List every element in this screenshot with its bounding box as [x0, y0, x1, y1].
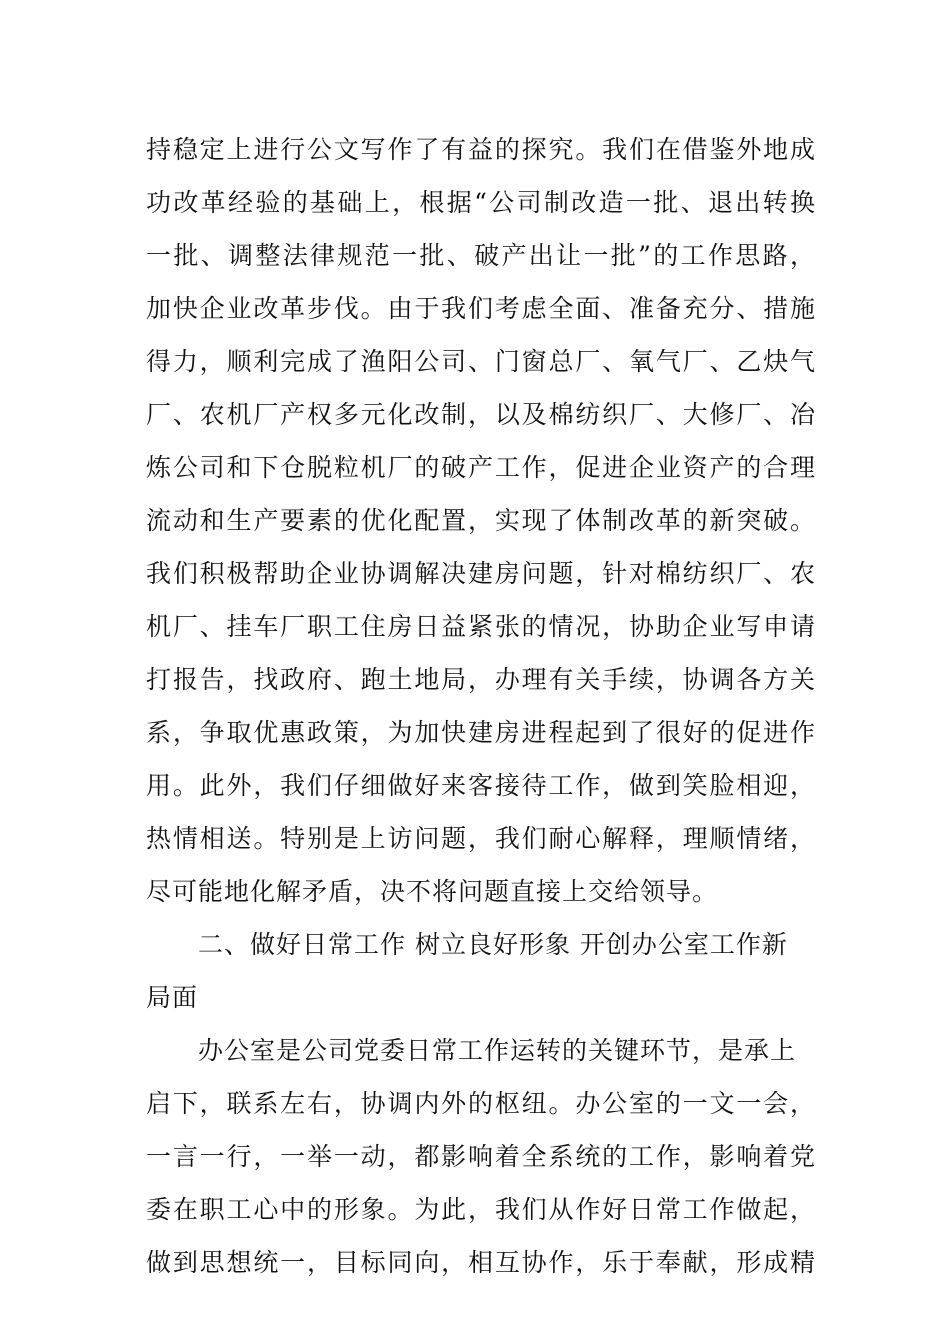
text-line: 委在职工心中的形象。为此，我们从作好日常工作做起，: [146, 1195, 816, 1224]
text-line: 打报告，找政府、跑土地局，办理有关手续，协调各方关: [146, 665, 816, 694]
text-line: 炼公司和下仓脱粒机厂的破产工作，促进企业资产的合理: [146, 453, 816, 482]
text-line: 机厂、挂车厂职工住房日益紧张的情况，协助企业写申请: [146, 612, 816, 641]
text-line: 热情相送。特别是上访问题，我们耐心解释，理顺情绪，: [146, 824, 816, 853]
text-line: 一批、调整法律规范一批、破产出让一批”的工作思路，: [146, 241, 816, 270]
text-line: 加快企业改革步伐。由于我们考虑全面、准备充分、措施: [146, 294, 816, 323]
section-heading-line: 局面: [146, 983, 199, 1012]
text-line: 我们积极帮助企业协调解决建房问题，针对棉纺织厂、农: [146, 559, 816, 588]
text-line: 流动和生产要素的优化配置，实现了体制改革的新突破。: [146, 506, 816, 535]
text-line: 得力，顺利完成了渔阳公司、门窗总厂、氧气厂、乙炔气: [146, 347, 816, 376]
text-line: 做到思想统一，目标同向，相互协作，乐于奉献，形成精: [146, 1248, 816, 1277]
section-heading-line: 二、做好日常工作 树立良好形象 开创办公室工作新: [198, 930, 788, 959]
text-line: 一言一行，一举一动，都影响着全系统的工作，影响着党: [146, 1142, 816, 1171]
text-line: 启下，联系左右，协调内外的枢纽。办公室的一文一会，: [146, 1089, 816, 1118]
text-line: 厂、农机厂产权多元化改制，以及棉纺织厂、大修厂、冶: [146, 400, 816, 429]
text-line: 尽可能地化解矛盾，决不将问题直接上交给领导。: [146, 877, 719, 906]
text-line: 办公室是公司党委日常工作运转的关键环节，是承上: [198, 1036, 797, 1065]
text-line: 系，争取优惠政策，为加快建房进程起到了很好的促进作: [146, 718, 816, 747]
text-line: 持稳定上进行公文写作了有益的探究。我们在借鉴外地成: [146, 135, 816, 164]
text-line: 用。此外，我们仔细做好来客接待工作，做到笑脸相迎，: [146, 771, 816, 800]
text-line: 功改革经验的基础上，根据“公司制改造一批、退出转换: [146, 188, 816, 217]
document-body: [146, 123, 816, 1289]
